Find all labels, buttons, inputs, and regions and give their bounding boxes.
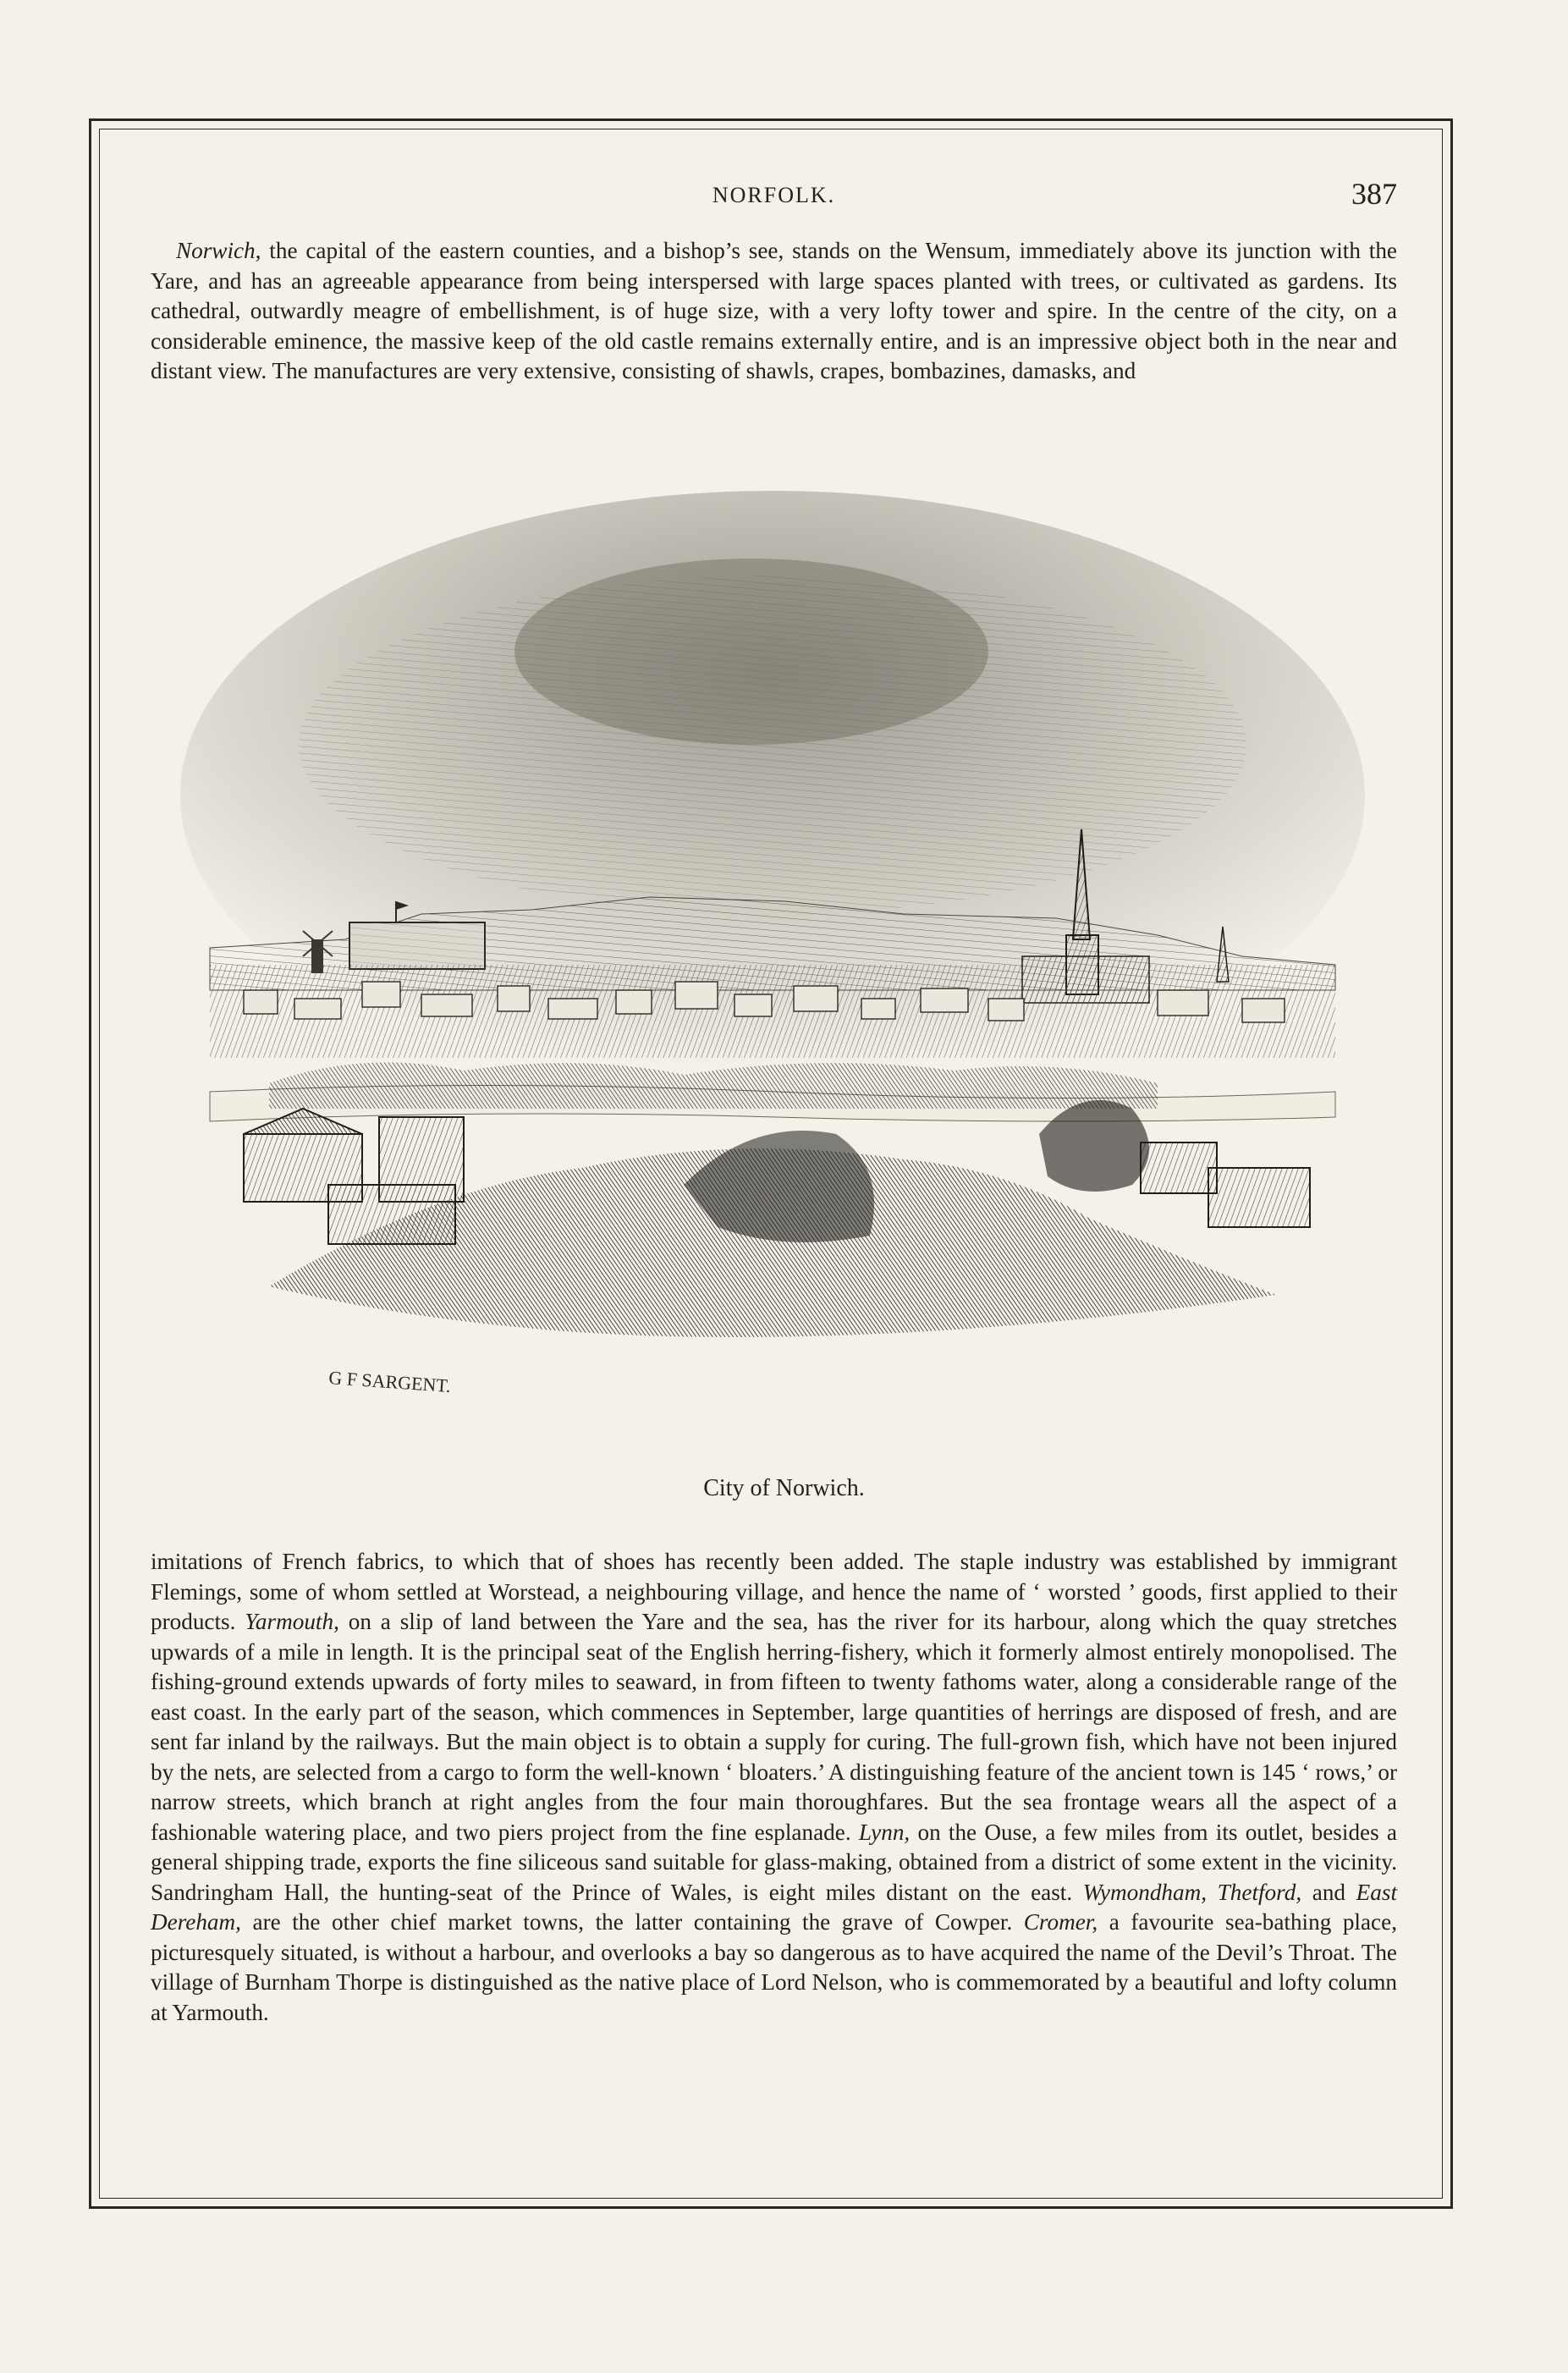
paragraph-text: and — [1301, 1879, 1356, 1905]
engraver-signature: G F SARGENT. — [327, 1367, 452, 1397]
italic-place-name: Norwich, — [176, 238, 261, 263]
running-head — [151, 176, 1397, 213]
italic-place-name: Yarmouth, — [245, 1609, 339, 1634]
page-number: 387 — [1351, 177, 1397, 211]
italic-place-name: Lynn, — [858, 1819, 911, 1845]
italic-place-name: Wymondham, Thetford, — [1082, 1879, 1302, 1905]
engraving-city-of-norwich — [142, 440, 1403, 1481]
running-title: NORFOLK. — [712, 183, 836, 207]
italic-place-name: Cromer, — [1023, 1909, 1098, 1935]
paragraph-norfolk-towns — [151, 1547, 1397, 2028]
illustration-caption: City of Norwich. — [703, 1475, 865, 1501]
italic-place-name: East Dereham, — [151, 1879, 1397, 1935]
paragraph-text: a favourite sea-bathing place, picturesquely situated, is without a harbour, and overlooks a bay so dangerous as to have acquired the name of the Devil’s Throat. The village of Burnham Thorpe is distinguished as the native place of Lord Nelson, who is commemorated by a beautiful and lofty column at Yarmouth. — [151, 1909, 1397, 2025]
paragraph-text: are the other chief market towns, the latter containing the grave of Cowper. — [240, 1909, 1024, 1935]
paragraph-text: on a slip of land between the Yare and the sea, has the river for its harbour, along which the quay stretches upwards of a mile in length. It is the principal seat of the English herring-fishery, which it formerly almost entirely monopolised. The fishing-ground extends upwards of forty miles to seaward, in from fifteen to twenty fathoms water, along a considerable range of the east coast. In the early part of the season, which commences in September, large quantities of herrings are disposed of fresh, and are sent far inland by the railways. But the main object is to obtain a supply for curing. The full-grown fish, which have not been injured by the nets, are selected from a cargo to form the well-known ‘ bloaters.’ A distinguishing feature of the ancient town is 145 ‘ rows,’ or narrow streets, which branch at right angles from the four main thoroughfares. But the sea frontage wears all the aspect of a fashionable watering place, and two piers project from the fine esplanade. — [151, 1609, 1397, 1845]
paragraph-norwich — [151, 236, 1397, 387]
paragraph-text: imitations of French fabrics, to which that of shoes has recently been added. The staple industry was established by immigrant Flemings, some of whom settled at Worstead, a neighbouring village, and hence the name of ‘ worsted ’ goods, first applied to their products. — [151, 1549, 1397, 1634]
engraving-svg — [142, 440, 1403, 1481]
paragraph-text: on the Ouse, a few miles from its outlet, besides a general shipping trade, exports the fine siliceous sand suitable for glass-making, obtained from a district of some extent in the vicinity. Sandringham Hall, the hunting-seat of the Prince of Wales, is eight miles distant on the east. — [151, 1819, 1397, 1905]
paragraph-text: the capital of the eastern counties, and a bishop’s see, stands on the Wensum, immediately above its junction with the Yare, and has an agreeable appearance from being interspersed with large spaces planted with trees, or cultivated as gardens. Its cathedral, outwardly meagre of embellishment, is of huge size, with a very lofty tower and spire. In the centre of the city, on a considerable eminence, the massive keep of the old castle remains externally entire, and is an impressive object both in the near and distant view. The manufactures are very extensive, consisting of shawls, crapes, bombazines, damasks, and — [151, 238, 1397, 383]
